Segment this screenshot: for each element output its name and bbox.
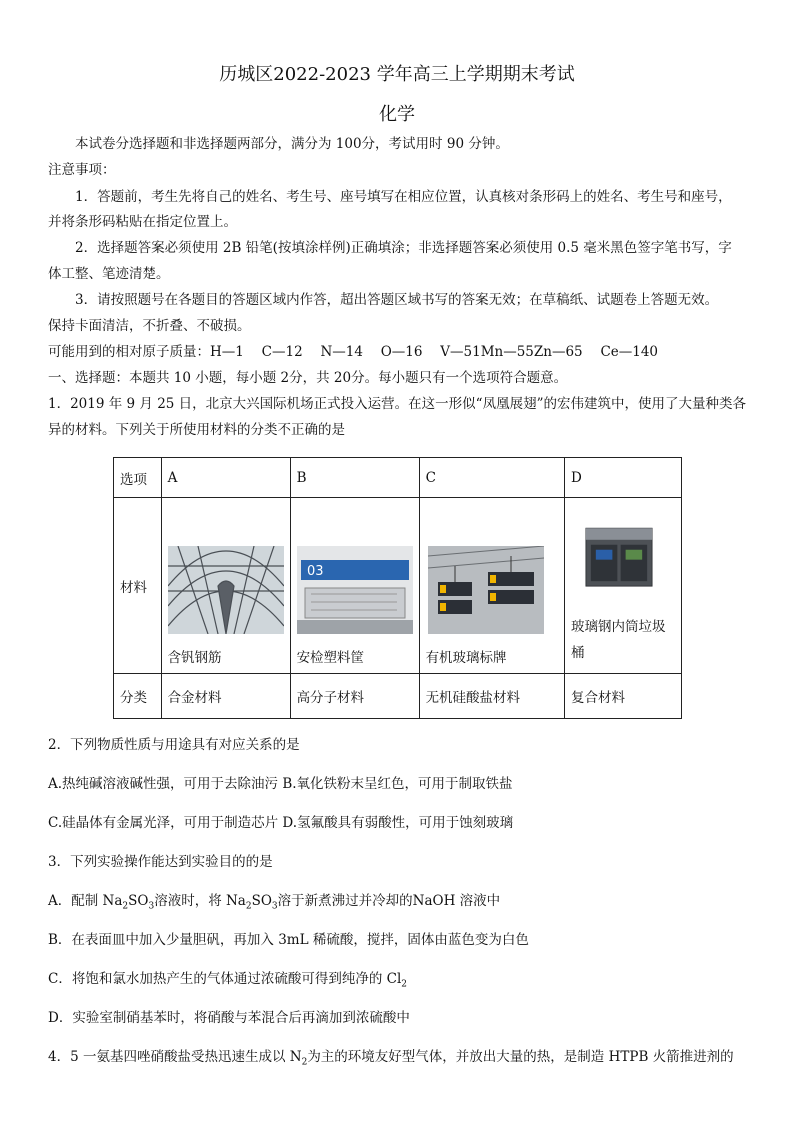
materials-table bbox=[113, 457, 682, 719]
q2-options-cd: C.硅晶体有金属光泽，可用于制造芯片 D.氢氟酸具有弱酸性，可用于蚀刻玻璃 bbox=[48, 815, 514, 831]
q3-option-d: D．实验室制硝基苯时，将硝酸与苯混合后再滴加到浓硫酸中 bbox=[48, 1010, 410, 1026]
header-c: C bbox=[419, 458, 564, 498]
table-row bbox=[114, 458, 682, 498]
class-b: 高分子材料 bbox=[290, 674, 419, 719]
q3-option-b: B．在表面皿中加入少量胆矾，再加入 3mL 稀硫酸，搅拌，固体由蓝色变为白色 bbox=[48, 932, 529, 948]
q3-option-a: A．配制 $Na_2SO_3$溶液时，将 $Na_2SO_3$溶于新煮沸过并冷却的NaOH 溶液中 bbox=[48, 893, 501, 912]
steel-structure-photo bbox=[168, 546, 284, 634]
notice-3b: 保持卡面清洁，不折叠、不破损。 bbox=[48, 318, 251, 334]
header-d: D bbox=[564, 458, 681, 498]
exam-title: 历城区2022-2023 学年高三上学期期末考试 bbox=[219, 64, 575, 85]
notice-3a: 3．请按照题号在各题目的答题区域内作答，超出答题区域书写的答案无效；在草稿纸、试题卷上答题无效。 bbox=[75, 292, 719, 308]
table-row bbox=[114, 674, 682, 719]
material-c: 有机玻璃标牌 bbox=[425, 649, 507, 666]
class-a: 合金材料 bbox=[161, 674, 290, 719]
q3-option-c: C．将饱和氯水加热产生的气体通过浓硫酸可得到纯净的 $Cl_2$ bbox=[48, 971, 408, 990]
atomic-masses: 可能用到的相对原子质量：H—1 C—12 N—14 O—16 V—51Mn—55Zn—65 Ce—140 bbox=[48, 344, 659, 360]
section-heading: 一、选择题：本题共 10 小题，每小题 2分，共 20分。每小题只有一个选项符合题意。 bbox=[48, 370, 568, 386]
notice-2b: 体工整、笔迹清楚。 bbox=[48, 266, 170, 282]
header-a: A bbox=[161, 458, 290, 498]
material-b: 安检塑料筐 bbox=[296, 649, 365, 666]
q2-options-ab: A.热纯碱溶液碱性强，可用于去除油污 B.氧化铁粉末呈红色，可用于制取铁盐 bbox=[48, 776, 513, 792]
q3-stem: 3．下列实验操作能达到实验目的的是 bbox=[48, 854, 273, 870]
intro-line: 本试卷分选择题和非选择题两部分，满分为 100分，考试用时 90 分钟。 bbox=[75, 136, 509, 152]
q4-stem: 4．5 一氨基四唑硝酸盐受热迅速生成以 $N_2$为主的环境友好型气体，并放出大量的热，是制造 HTPB 火箭推进剂的 bbox=[48, 1049, 734, 1068]
table-row bbox=[114, 498, 682, 674]
material-a: 含钒钢筋 bbox=[167, 649, 222, 666]
notice-1a: 1．答题前，考生先将自己的姓名、考生号、座号填写在相应位置，认真核对条形码上的姓名、考生号和座号， bbox=[75, 189, 732, 205]
q1-stem-1: 1．2019 年 9 月 25 日，北京大兴国际机场正式投入运营。在这一形似“凤凰展翅”的宏伟建筑中，使用了大量种类各 bbox=[48, 396, 746, 412]
header-b: B bbox=[290, 458, 419, 498]
security-tray-photo bbox=[297, 546, 413, 634]
notice-label: 注意事项： bbox=[48, 162, 116, 178]
class-d: 复合材料 bbox=[564, 674, 681, 719]
sign-number: 03 bbox=[306, 563, 324, 579]
q1-stem-2: 异的材料。下列关于所使用材料的分类不正确的是 bbox=[48, 422, 345, 438]
row-label-class: 分类 bbox=[114, 674, 162, 719]
notice-2a: 2．选择题答案必须使用 2B 铅笔(按填涂样例)正确填涂；非选择题答案必须使用 0.5 毫米黑色签字笔书写，字 bbox=[75, 240, 732, 256]
trash-bin-photo bbox=[571, 514, 667, 602]
q2-stem: 2．下列物质性质与用途具有对应关系的是 bbox=[48, 737, 300, 753]
signboard-photo bbox=[426, 546, 546, 634]
header-option: 选项 bbox=[114, 458, 162, 498]
notice-1b: 并将条形码粘贴在指定位置上。 bbox=[48, 214, 237, 230]
subject-title: 化学 bbox=[379, 104, 415, 125]
material-d: 玻璃钢内筒垃圾桶 bbox=[570, 618, 666, 661]
row-label-material: 材料 bbox=[114, 498, 162, 674]
class-c: 无机硅酸盐材料 bbox=[419, 674, 564, 719]
